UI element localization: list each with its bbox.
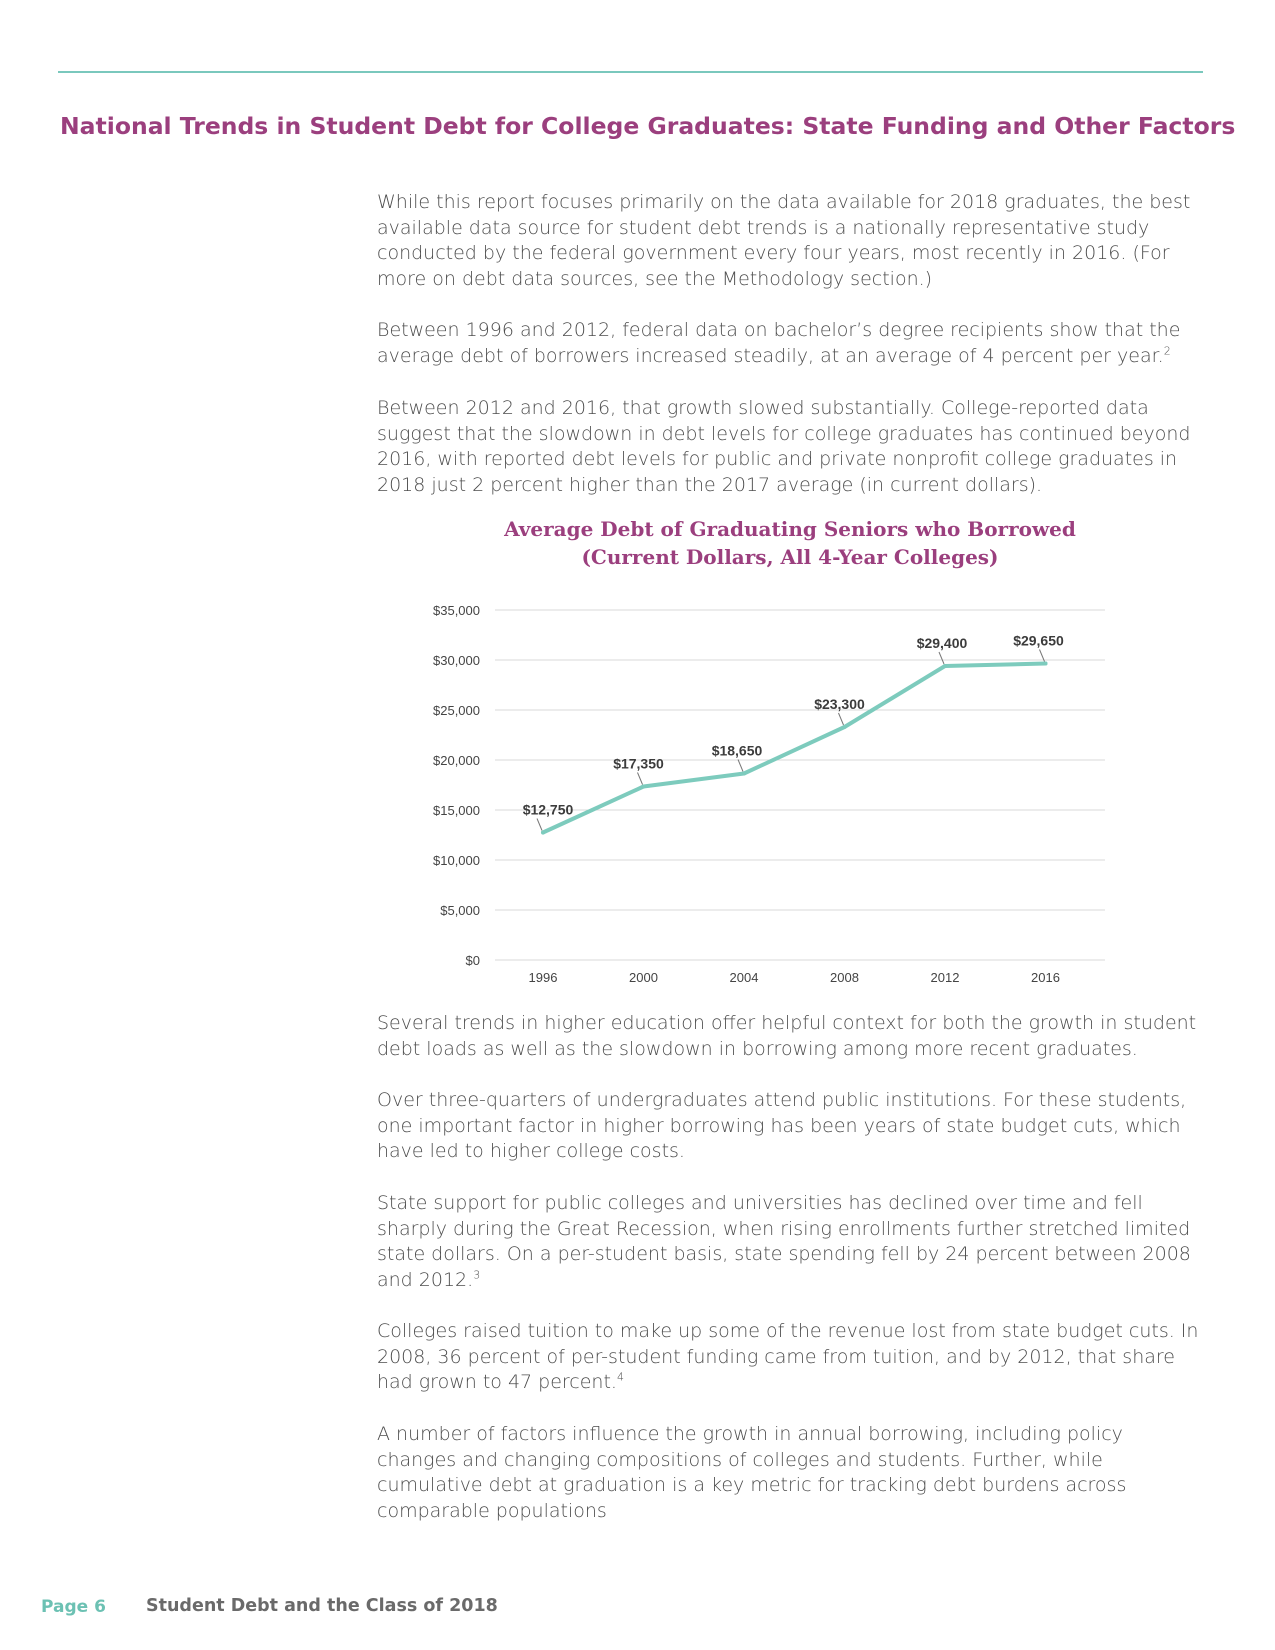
data-label-leader: [939, 652, 944, 664]
series-line: [543, 664, 1046, 833]
paragraph-state-support: [377, 1191, 1207, 1293]
data-label: $17,350: [613, 755, 664, 772]
paragraph-public: [377, 1088, 1207, 1165]
x-tick-label: 2004: [729, 970, 759, 985]
footnote-ref[interactable]: 4: [616, 1370, 624, 1384]
chart-title-line1: Average Debt of Graduating Seniors who Borrowed: [504, 517, 1076, 541]
paragraph-text: Several trends in higher education offer helpful context for both the growth in student debt loads as well as the slowdown in borrowing among more recent graduates.: [377, 1012, 1197, 1060]
chart-title: [400, 515, 1180, 571]
chart-title-line2: (Current Dollars, All 4-Year Colleges): [581, 545, 999, 569]
x-tick-label: 1996: [528, 970, 558, 985]
data-point: [1044, 662, 1048, 666]
x-tick-label: 2008: [830, 970, 859, 985]
data-label: $29,400: [916, 635, 968, 651]
paragraph-text: State support for public colleges and universities has declined over time and fell sharply during the Great Recession, when rising enrollments further stretched limited state dollars. On a per-student basis, state spending fell by 24 percent between 2008 and 2012.: [377, 1192, 1191, 1291]
y-tick-label: $5,000: [440, 903, 480, 918]
y-tick-label: $25,000: [433, 703, 480, 718]
data-point: [742, 772, 746, 776]
data-label-leader: [638, 773, 643, 785]
y-tick-label: $15,000: [433, 803, 480, 818]
x-tick-label: 2012: [930, 970, 960, 985]
y-tick-label: $0: [465, 953, 480, 968]
paragraph-context: [377, 1011, 1207, 1062]
y-tick-label: $35,000: [433, 603, 480, 618]
data-label: $29,650: [1013, 632, 1064, 649]
data-label: $12,750: [522, 801, 574, 818]
data-label-leader: [839, 713, 844, 725]
data-point: [943, 664, 947, 668]
data-point: [642, 785, 646, 789]
paragraph-text: Colleges raised tuition to make up some of the revenue lost from state budget cuts. In 2008, 36 percent of per-student funding came from tuition, and by 2012, that share had grown to 47 percent.: [377, 1320, 1199, 1393]
footnote-ref[interactable]: 2: [1163, 344, 1171, 358]
y-tick-label: $10,000: [433, 853, 480, 868]
paragraph-text: A number of factors influence the growth in annual borrowing, including policy changes and changing compositions of colleges and students. Further, while cumulative debt at graduation is a key metric for tracking debt burdens across comparable populations: [377, 1423, 1127, 1522]
footer-page-number: Page 6: [41, 1597, 106, 1617]
data-point: [843, 725, 847, 729]
paragraph-growth: [377, 318, 1207, 369]
paragraph-text: Between 1996 and 2012, federal data on bachelor’s degree recipients show that the average debt of borrowers increased steadily, at an average of 4 percent per year.: [377, 319, 1181, 367]
paragraph-text: Between 2012 and 2016, that growth slowed substantially. College-reported data suggest that the slowdown in debt levels for college graduates has continued beyond 2016, with reported debt levels for public and private nonprofit college graduates in 2018 just 2 percent higher than the 2017 average (in current dollars).: [377, 397, 1191, 496]
data-label-leader: [738, 760, 743, 772]
y-tick-label: $20,000: [433, 753, 480, 768]
page-title: National Trends in Student Debt for College Graduates: State Funding and Other Factors: [60, 112, 1236, 140]
y-tick-label: $30,000: [433, 653, 480, 668]
data-point: [541, 831, 545, 835]
top-rule: [58, 71, 1203, 73]
data-label: $18,650: [711, 742, 763, 759]
paragraph-slowdown: [377, 396, 1207, 498]
debt-line-chart: [400, 590, 1120, 995]
x-tick-label: 2000: [629, 970, 658, 985]
data-label: $23,300: [814, 696, 865, 712]
paragraph-factors: [377, 1422, 1207, 1524]
x-tick-label: 2016: [1031, 970, 1060, 985]
footer-document-title: Student Debt and the Class of 2018: [146, 1596, 498, 1616]
footnote-ref[interactable]: 3: [473, 1268, 481, 1282]
data-label-leader: [537, 819, 542, 831]
paragraph-text: While this report focuses primarily on the data available for 2018 graduates, the best available data source for student debt trends is a nationally representative study conducted by the federal government every four years, most recently in 2016. (For more on debt data sources, see the Methodology section.): [377, 191, 1191, 290]
paragraph-intro: [377, 190, 1207, 292]
paragraph-tuition: [377, 1319, 1207, 1396]
paragraph-text: Over three-quarters of undergraduates attend public institutions. For these students, one important factor in higher borrowing has been years of state budget cuts, which have led to higher college costs.: [377, 1089, 1187, 1162]
